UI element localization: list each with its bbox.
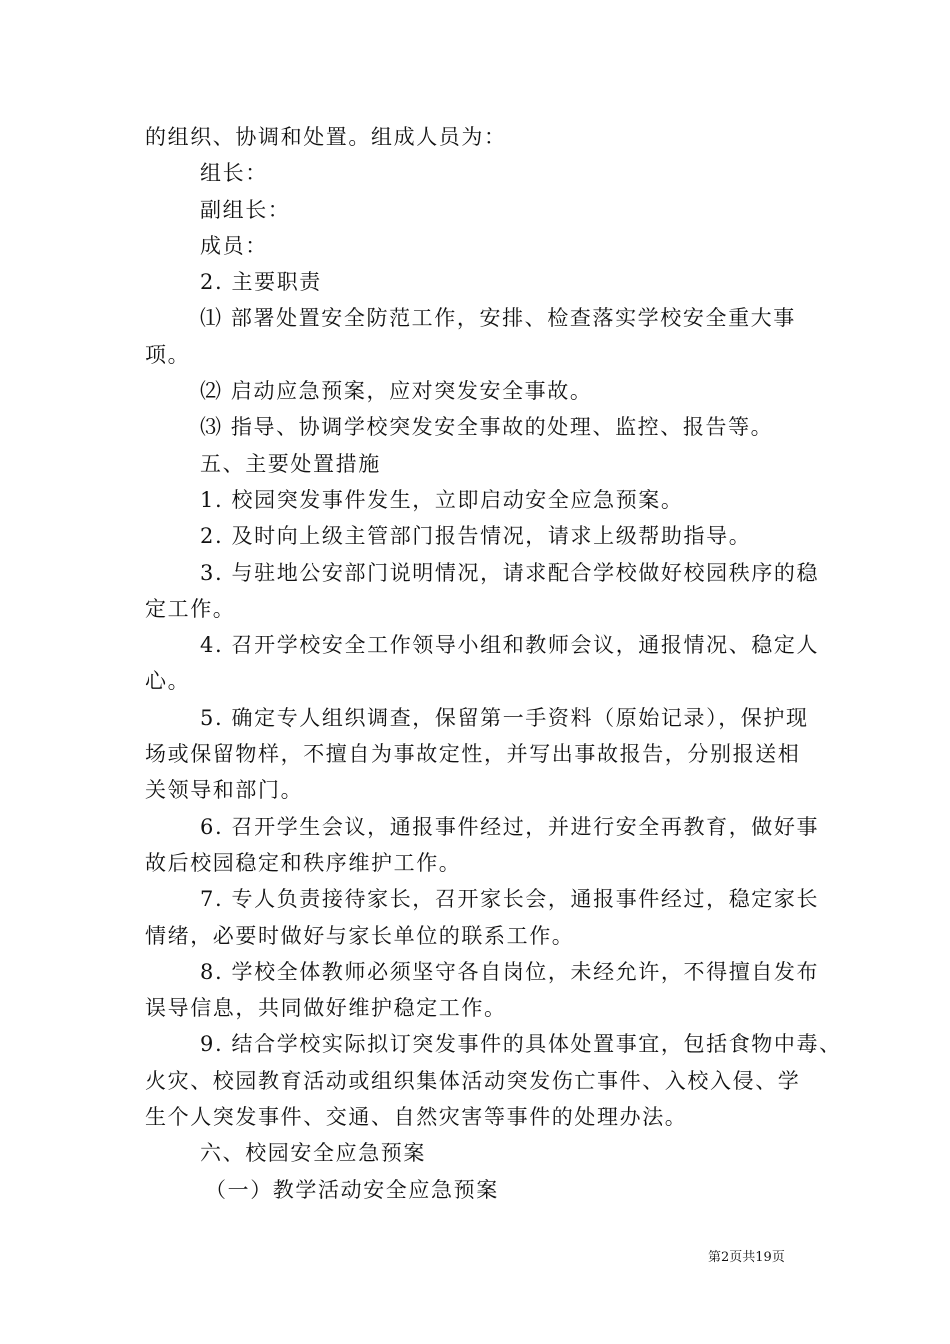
text-line: 组长： (200, 161, 268, 186)
text-line: 项。 (145, 342, 191, 367)
text-line: 9. 结合学校实际拟订突发事件的具体处置事宜，包括食物中毒、 (200, 1032, 842, 1057)
text-line: 关领导和部门。 (145, 778, 304, 803)
text-line: 火灾、校园教育活动或组织集体活动突发伤亡事件、入校入侵、学 (145, 1068, 801, 1093)
paragraph (145, 373, 810, 409)
paragraph (145, 1026, 842, 1135)
text-line: 场或保留物样，不擅自为事故定性，并写出事故报告，分别报送相 (145, 742, 801, 767)
text-line: 2. 主要职责 (200, 270, 322, 295)
text-line: 6. 召开学生会议，通报事件经过，并进行安全再教育，做好事 (200, 814, 820, 839)
text-line: 心。 (145, 669, 191, 694)
page-number: 第2页共19页 (708, 1250, 785, 1265)
paragraph (145, 119, 810, 155)
text-line: 5. 确定专人组织调查，保留第一手资料（原始记录），保护现 (200, 705, 809, 730)
text-line: 7. 专人负责接待家长，召开家长会，通报事件经过，稳定家长 (200, 887, 820, 912)
paragraph (145, 881, 820, 954)
text-line: ⑴ 部署处置安全防范工作，安排、检查落实学校安全重大事 (200, 306, 796, 331)
paragraph (145, 518, 810, 554)
paragraph (145, 409, 810, 445)
paragraph (145, 1135, 810, 1171)
text-line: 误导信息，共同做好维护稳定工作。 (145, 996, 507, 1021)
text-line: 成员： (200, 233, 268, 258)
paragraph (145, 446, 810, 482)
paragraph (145, 555, 820, 628)
paragraph (145, 954, 820, 1027)
text-line: 五、主要处置措施 (200, 451, 381, 476)
text-line: 生个人突发事件、交通、自然灾害等事件的处理办法。 (145, 1105, 688, 1130)
text-line: 1. 校园突发事件发生，立即启动安全应急预案。 (200, 487, 684, 512)
paragraph (145, 155, 810, 191)
text-line: 副组长： (200, 197, 291, 222)
text-line: 2. 及时向上级主管部门报告情况，请求上级帮助指导。 (200, 524, 752, 549)
paragraph (145, 627, 820, 700)
text-line: 故后校园稳定和秩序维护工作。 (145, 850, 462, 875)
paragraph (145, 228, 810, 264)
text-line: 定工作。 (145, 596, 236, 621)
paragraph (145, 482, 810, 518)
document-body (145, 119, 842, 1208)
text-line: 8. 学校全体教师必须坚守各自岗位，未经允许，不得擅自发布 (200, 959, 820, 984)
paragraph (145, 300, 810, 373)
text-line: 六、校园安全应急预案 (200, 1141, 426, 1166)
text-line: ⑵ 启动应急预案，应对突发安全事故。 (200, 379, 593, 404)
text-line: （一）教学活动安全应急预案 (205, 1177, 499, 1202)
paragraph (145, 809, 820, 882)
text-line: 4. 召开学校安全工作领导小组和教师会议，通报情况、稳定人 (200, 633, 820, 658)
paragraph (145, 1172, 810, 1208)
text-line: 3. 与驻地公安部门说明情况，请求配合学校做好校园秩序的稳 (200, 560, 820, 585)
text-line: 情绪，必要时做好与家长单位的联系工作。 (145, 923, 575, 948)
paragraph (145, 700, 810, 809)
paragraph (145, 192, 810, 228)
paragraph (145, 264, 810, 300)
text-line: ⑶ 指导、协调学校突发安全事故的处理、监控、报告等。 (200, 415, 774, 440)
text-line: 的组织、协调和处置。组成人员为： (145, 125, 507, 149)
